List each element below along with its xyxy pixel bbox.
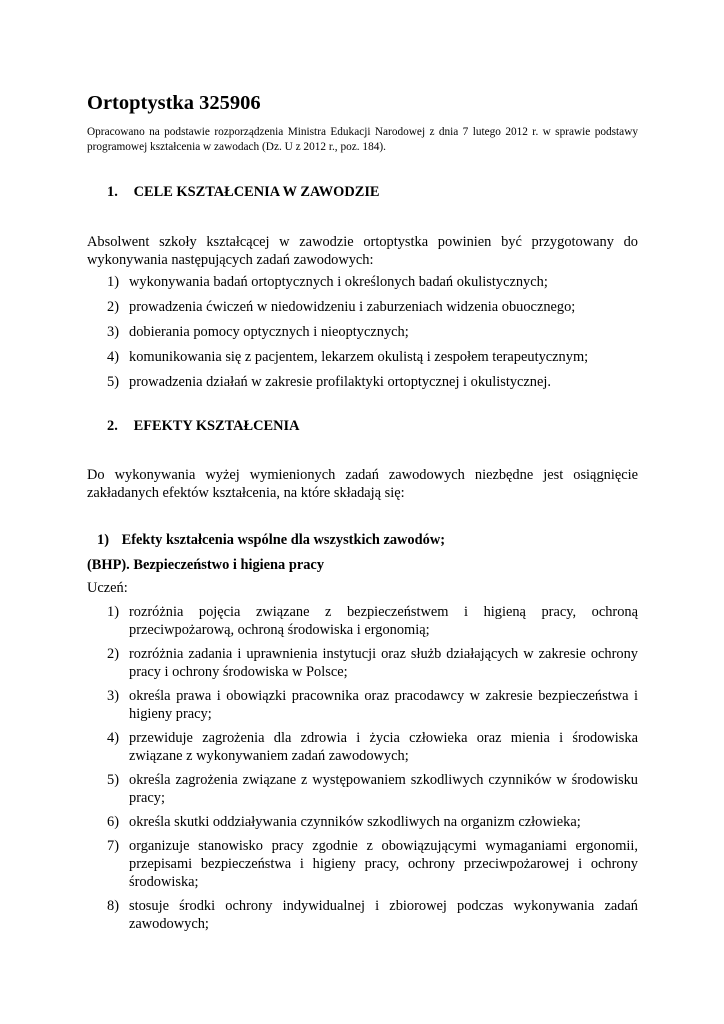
bhp-heading: (BHP). Bezpieczeństwo i higiena pracy bbox=[87, 557, 325, 573]
section-1-task-list bbox=[87, 273, 638, 398]
list-item bbox=[87, 729, 638, 765]
section-1-heading bbox=[87, 184, 380, 201]
section-1-intro: Absolwent szkoły kształcącej w zawodzie ortoptystka powinien być przygotowany do wykonywania następujących zadań zawodowych: bbox=[87, 234, 638, 268]
list-item-text: określa zagrożenia związane z występowaniem szkodliwych czynników w środowisku pracy; bbox=[129, 772, 638, 806]
list-item-number: 1) bbox=[107, 604, 119, 620]
list-item bbox=[87, 273, 638, 291]
list-item-number: 6) bbox=[107, 814, 119, 830]
list-item bbox=[87, 897, 638, 933]
subsection-number: 1) bbox=[97, 532, 109, 548]
list-item-text: komunikowania się z pacjentem, lekarzem okulistą i zespołem terapeutycznym; bbox=[129, 349, 589, 365]
list-item-text: dobierania pomocy optycznych i nieoptycznych; bbox=[129, 324, 409, 340]
list-item-number: 3) bbox=[107, 688, 119, 704]
list-item bbox=[87, 645, 638, 681]
section-1-number: 1. bbox=[107, 184, 118, 200]
list-item-number: 5) bbox=[107, 374, 119, 390]
list-item-text: określa skutki oddziaływania czynników szkodliwych na organizm człowieka; bbox=[129, 814, 581, 830]
list-item-text: rozróżnia pojęcia związane z bezpieczeństwem i higieną pracy, ochroną przeciwpożarową, ochroną środowiska i ergonomią; bbox=[129, 604, 638, 638]
bhp-outcome-list bbox=[87, 603, 638, 939]
list-item-text: wykonywania badań ortoptycznych i określonych badań okulistycznych; bbox=[129, 274, 548, 290]
list-item-text: stosuje środki ochrony indywidualnej i zbiorowej podczas wykonywania zadań zawodowych; bbox=[129, 898, 638, 932]
section-1-title: CELE KSZTAŁCENIA W ZAWODZIE bbox=[133, 184, 380, 200]
section-2-title: EFEKTY KSZTAŁCENIA bbox=[133, 418, 300, 434]
list-item-number: 1) bbox=[107, 274, 119, 290]
subsection-title: Efekty kształcenia wspólne dla wszystkich zawodów; bbox=[121, 532, 446, 548]
list-item-number: 8) bbox=[107, 898, 119, 914]
list-item-text: rozróżnia zadania i uprawnienia instytucji oraz służb działających w zakresie ochrony pracy i ochrony środowiska w Polsce; bbox=[129, 646, 638, 680]
list-item-number: 4) bbox=[107, 349, 119, 365]
list-item-number: 2) bbox=[107, 646, 119, 662]
list-item-text: prowadzenia działań w zakresie profilaktyki ortoptycznej i okulistycznej. bbox=[129, 374, 551, 390]
list-item bbox=[87, 837, 638, 891]
student-label: Uczeń: bbox=[87, 580, 128, 596]
list-item-number: 7) bbox=[107, 838, 119, 854]
list-item-text: określa prawa i obowiązki pracownika oraz pracodawcy w zakresie bezpieczeństwa i higieny pracy; bbox=[129, 688, 638, 722]
section-2-intro: Do wykonywania wyżej wymienionych zadań zawodowych niezbędne jest osiągnięcie zakładanych efektów kształcenia, na które składają się: bbox=[87, 467, 638, 501]
list-item-number: 5) bbox=[107, 772, 119, 788]
list-item-number: 4) bbox=[107, 730, 119, 746]
list-item bbox=[87, 323, 638, 341]
list-item-text: organizuje stanowisko pracy zgodnie z obowiązującymi wymaganiami ergonomii, przepisami bezpieczeństwa i higieny pracy, ochrony przeciwpożarowej i ochrony środowiska; bbox=[129, 838, 638, 890]
list-item bbox=[87, 348, 638, 366]
section-2-number: 2. bbox=[107, 418, 118, 434]
list-item bbox=[87, 687, 638, 723]
list-item bbox=[87, 298, 638, 316]
list-item bbox=[87, 603, 638, 639]
page-title: Ortoptystka 325906 bbox=[87, 92, 261, 114]
list-item-number: 3) bbox=[107, 324, 119, 340]
list-item bbox=[87, 373, 638, 391]
list-item bbox=[87, 771, 638, 807]
list-item-text: prowadzenia ćwiczeń w niedowidzeniu i zaburzeniach widzenia obuocznego; bbox=[129, 299, 576, 315]
document-source-note: Opracowano na podstawie rozporządzenia Ministra Edukacji Narodowej z dnia 7 lutego 2012 r. w sprawie podstawy programowej kształcenia w zawodach (Dz. U z 2012 r., poz. 184). bbox=[87, 126, 638, 153]
list-item-number: 2) bbox=[107, 299, 119, 315]
subsection-heading bbox=[87, 532, 445, 549]
list-item-text: przewiduje zagrożenia dla zdrowia i życia człowieka oraz mienia i środowiska związane z wykonywaniem zadań zawodowych; bbox=[129, 730, 638, 764]
section-2-heading bbox=[87, 418, 300, 435]
list-item bbox=[87, 813, 638, 831]
